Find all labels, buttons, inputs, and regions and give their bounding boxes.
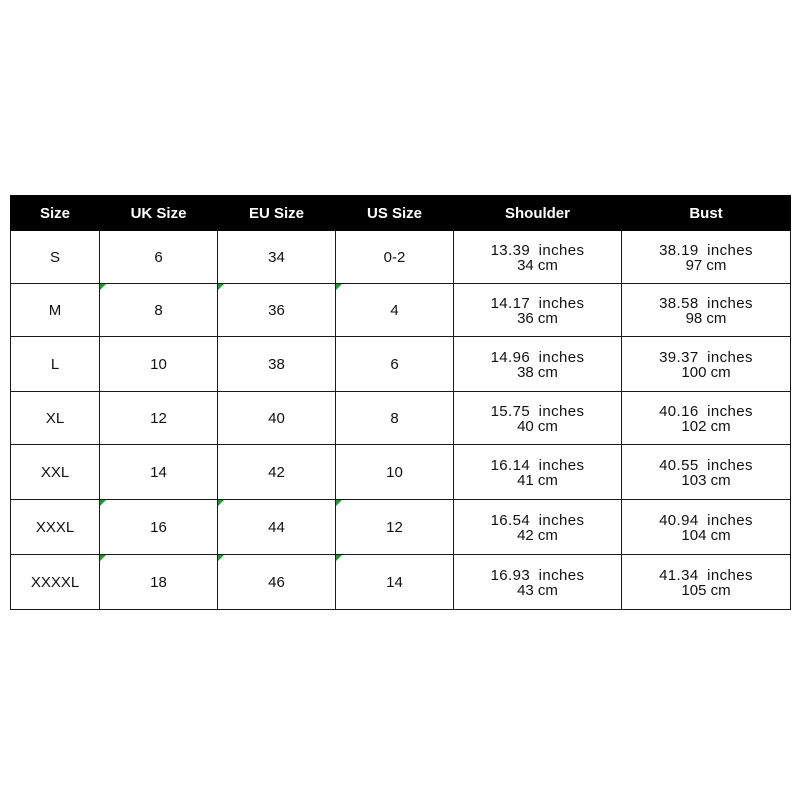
shoulder-cm: 41 cm	[517, 472, 558, 489]
cell-shoulder	[454, 284, 622, 337]
eu-size-value: 44	[268, 518, 285, 536]
cell-size: XXXL	[11, 500, 100, 555]
bust-cm: 105 cm	[681, 582, 731, 599]
bust-cm: 97 cm	[685, 257, 727, 274]
table-row	[11, 500, 791, 555]
bust-inches: 38.58 inches	[659, 295, 753, 312]
header-size: Size	[11, 196, 100, 231]
size-chart-table	[10, 195, 791, 610]
corner-marker	[336, 555, 342, 561]
cell-uk-size	[100, 500, 218, 555]
bust-inches: 38.19 inches	[659, 242, 753, 259]
shoulder-inches: 16.54 inches	[490, 512, 585, 529]
us-size-value: 4	[390, 301, 399, 319]
shoulder-inches: 14.96 inches	[490, 349, 585, 366]
cell-uk-size: 12	[100, 392, 218, 445]
bust-cm: 98 cm	[685, 310, 727, 327]
corner-marker	[100, 555, 106, 561]
corner-marker	[218, 284, 224, 290]
table-row	[11, 555, 791, 610]
bust-inches: 40.94 inches	[659, 512, 753, 529]
cell-us-size: 6	[336, 337, 454, 392]
bust-inches: 40.55 inches	[659, 457, 753, 474]
cell-eu-size: 40	[218, 392, 336, 445]
cell-bust	[622, 231, 791, 284]
us-size-value: 14	[386, 573, 403, 591]
cell-uk-size: 6	[100, 231, 218, 284]
cell-size: XXXXL	[11, 555, 100, 610]
cell-eu-size	[218, 555, 336, 610]
cell-us-size	[336, 284, 454, 337]
shoulder-inches: 15.75 inches	[490, 403, 585, 420]
header-eu-size: EU Size	[218, 196, 336, 231]
cell-bust	[622, 392, 791, 445]
corner-marker	[100, 500, 106, 506]
cell-uk-size: 10	[100, 337, 218, 392]
cell-shoulder	[454, 445, 622, 500]
header-bust: Bust	[622, 196, 791, 231]
shoulder-inches: 13.39 inches	[490, 242, 585, 259]
cell-shoulder	[454, 337, 622, 392]
shoulder-inches: 16.14 inches	[490, 457, 585, 474]
cell-shoulder	[454, 392, 622, 445]
header-shoulder: Shoulder	[454, 196, 622, 231]
cell-size: L	[11, 337, 100, 392]
us-size-value: 12	[386, 518, 403, 536]
shoulder-cm: 43 cm	[517, 582, 558, 599]
corner-marker	[336, 284, 342, 290]
shoulder-cm: 40 cm	[517, 418, 558, 435]
table-row	[11, 337, 791, 392]
corner-marker	[100, 284, 106, 290]
cell-bust	[622, 555, 791, 610]
table-row	[11, 392, 791, 445]
header-row	[11, 196, 791, 231]
cell-bust	[622, 284, 791, 337]
uk-size-value: 18	[150, 573, 167, 591]
bust-cm: 103 cm	[681, 472, 731, 489]
cell-us-size: 10	[336, 445, 454, 500]
cell-shoulder	[454, 231, 622, 284]
bust-cm: 104 cm	[681, 527, 731, 544]
shoulder-cm: 34 cm	[517, 257, 558, 274]
corner-marker	[336, 500, 342, 506]
cell-shoulder	[454, 555, 622, 610]
cell-size: XL	[11, 392, 100, 445]
table-row	[11, 445, 791, 500]
uk-size-value: 16	[150, 518, 167, 536]
bust-inches: 40.16 inches	[659, 403, 753, 420]
eu-size-value: 46	[268, 573, 285, 591]
cell-size: M	[11, 284, 100, 337]
cell-uk-size	[100, 284, 218, 337]
cell-us-size	[336, 500, 454, 555]
header-us-size: US Size	[336, 196, 454, 231]
cell-size: S	[11, 231, 100, 284]
bust-cm: 100 cm	[681, 364, 731, 381]
cell-uk-size	[100, 555, 218, 610]
table-row	[11, 284, 791, 337]
corner-marker	[218, 500, 224, 506]
shoulder-cm: 42 cm	[517, 527, 558, 544]
cell-eu-size	[218, 284, 336, 337]
cell-uk-size: 14	[100, 445, 218, 500]
cell-size: XXL	[11, 445, 100, 500]
table-body	[11, 231, 791, 610]
header-uk-size: UK Size	[100, 196, 218, 231]
cell-us-size	[336, 555, 454, 610]
shoulder-inches: 14.17 inches	[490, 295, 585, 312]
cell-shoulder	[454, 500, 622, 555]
cell-bust	[622, 445, 791, 500]
shoulder-inches: 16.93 inches	[490, 567, 585, 584]
cell-bust	[622, 500, 791, 555]
corner-marker	[218, 555, 224, 561]
cell-us-size: 8	[336, 392, 454, 445]
uk-size-value: 8	[154, 301, 163, 319]
eu-size-value: 36	[268, 301, 285, 319]
table-row	[11, 231, 791, 284]
cell-eu-size: 38	[218, 337, 336, 392]
cell-eu-size: 42	[218, 445, 336, 500]
cell-bust	[622, 337, 791, 392]
bust-cm: 102 cm	[681, 418, 731, 435]
table-header	[11, 196, 791, 231]
cell-eu-size	[218, 500, 336, 555]
cell-eu-size: 34	[218, 231, 336, 284]
bust-inches: 39.37 inches	[659, 349, 753, 366]
bust-inches: 41.34 inches	[659, 567, 753, 584]
cell-us-size: 0-2	[336, 231, 454, 284]
shoulder-cm: 38 cm	[517, 364, 558, 381]
shoulder-cm: 36 cm	[517, 310, 558, 327]
